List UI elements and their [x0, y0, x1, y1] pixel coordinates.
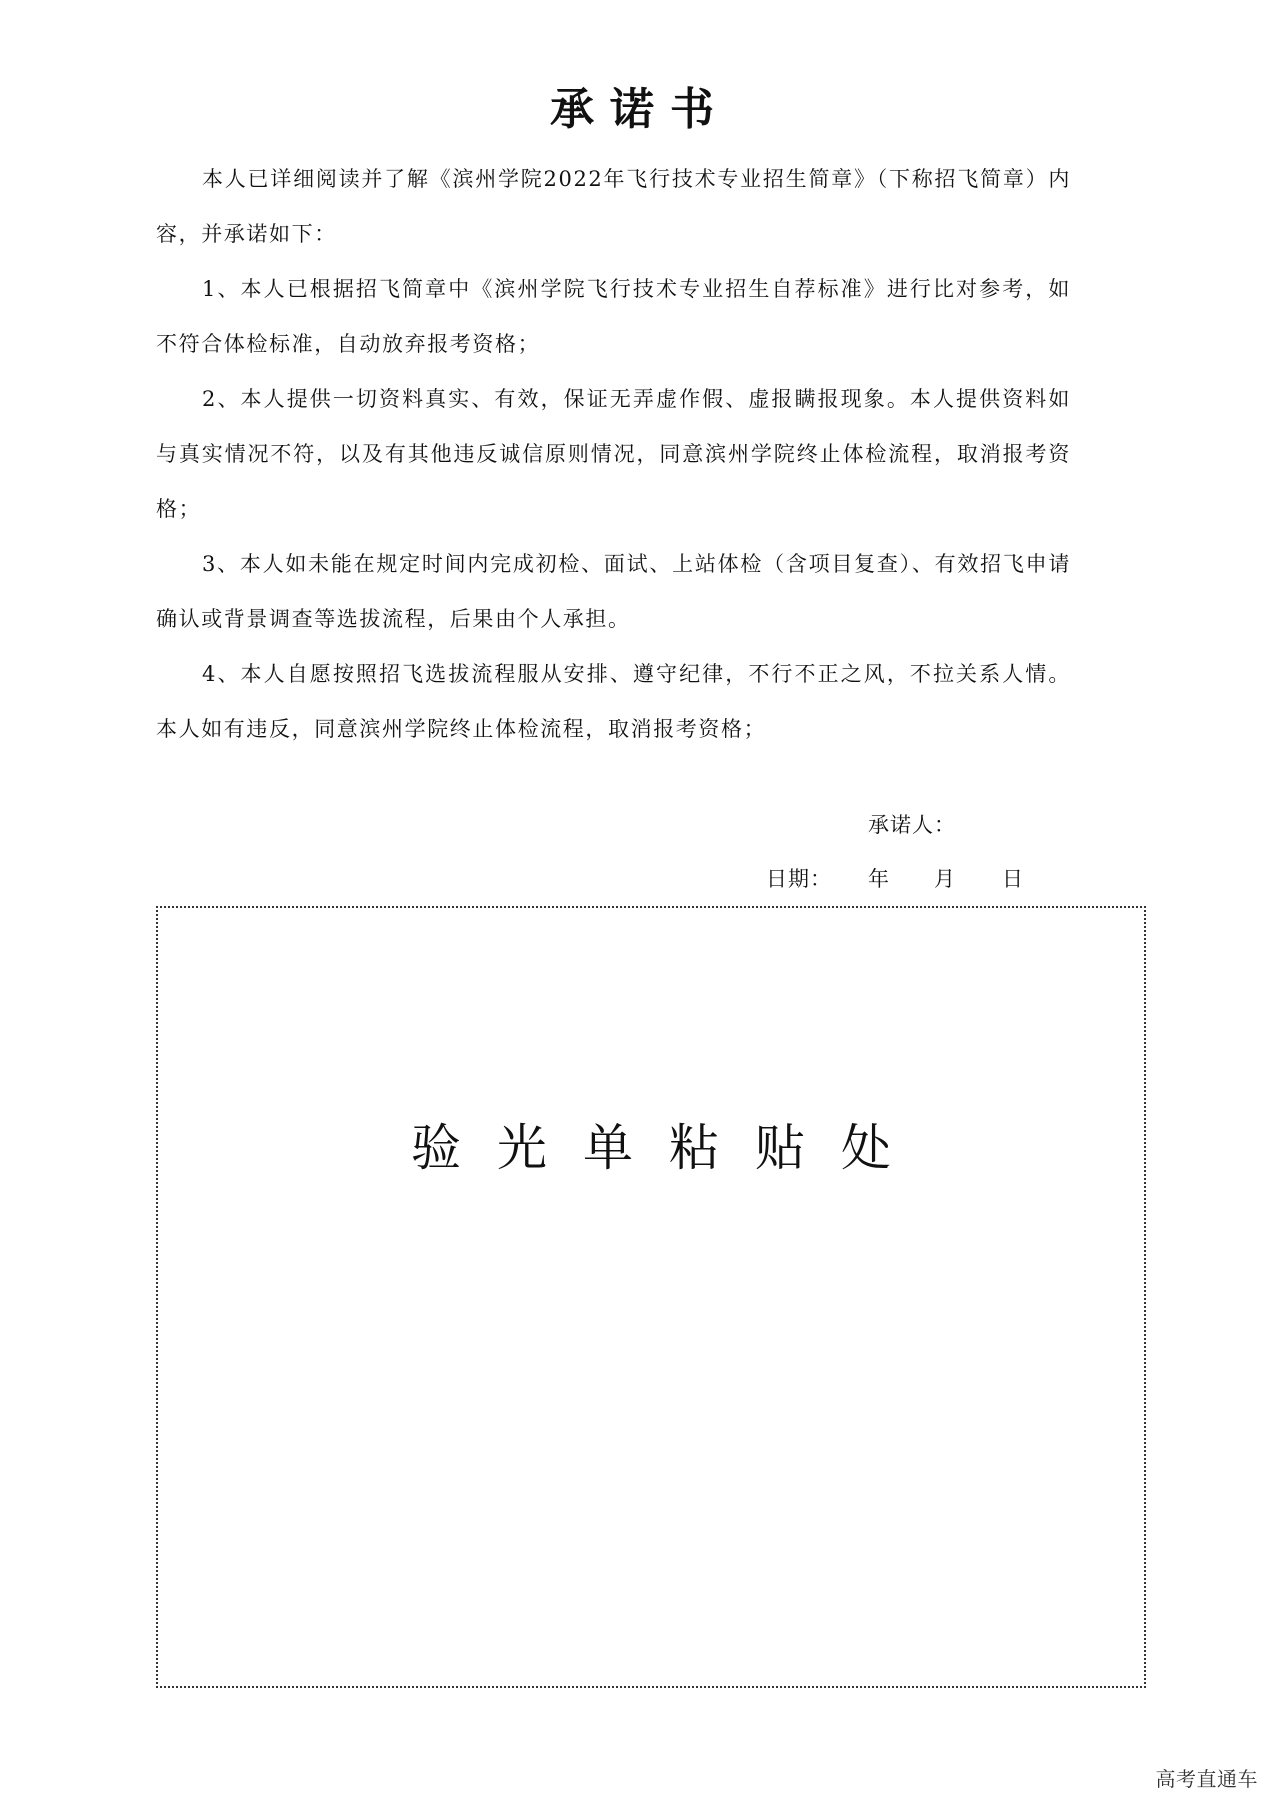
- paste-box-label: 验光单粘贴处: [411, 1119, 927, 1177]
- date-day-label: 日: [1002, 867, 1024, 891]
- pledge-body: [156, 152, 1071, 757]
- watermark-text: 高考直通车: [1155, 1767, 1258, 1791]
- intro-paragraph: 本人已详细阅读并了解《滨州学院2022年飞行技术专业招生简章》（下称招飞简章）内容，并承诺如下：: [156, 167, 1071, 246]
- pledge-item-3: 3、本人如未能在规定时间内完成初检、面试、上站体检（含项目复查）、有效招飞申请确认或背景调查等选拔流程，后果由个人承担。: [156, 552, 1071, 631]
- date-row: [0, 864, 1280, 894]
- pledge-item-2: 2、本人提供一切资料真实、有效，保证无弄虚作假、虚报瞒报现象。本人提供资料如与真实情况不符，以及有其他违反诚信原则情况，同意滨州学院终止体检流程，取消报考资格；: [156, 387, 1071, 521]
- prescription-paste-box: [156, 906, 1146, 1688]
- signer-label: 承诺人：: [868, 813, 956, 837]
- pledge-item-4: 4、本人自愿按照招飞选拔流程服从安排、遵守纪律，不行不正之风，不拉关系人情。本人如有违反，同意滨州学院终止体检流程，取消报考资格；: [156, 662, 1071, 741]
- date-label: 日期：: [766, 867, 832, 891]
- pledge-item-1: 1、本人已根据招飞简章中《滨州学院飞行技术专业招生自荐标准》进行比对参考，如不符合体检标准，自动放弃报考资格；: [156, 277, 1071, 356]
- date-month-label: 月: [934, 867, 956, 891]
- document-title: 承诺书: [550, 84, 730, 135]
- date-year-label: 年: [868, 867, 890, 891]
